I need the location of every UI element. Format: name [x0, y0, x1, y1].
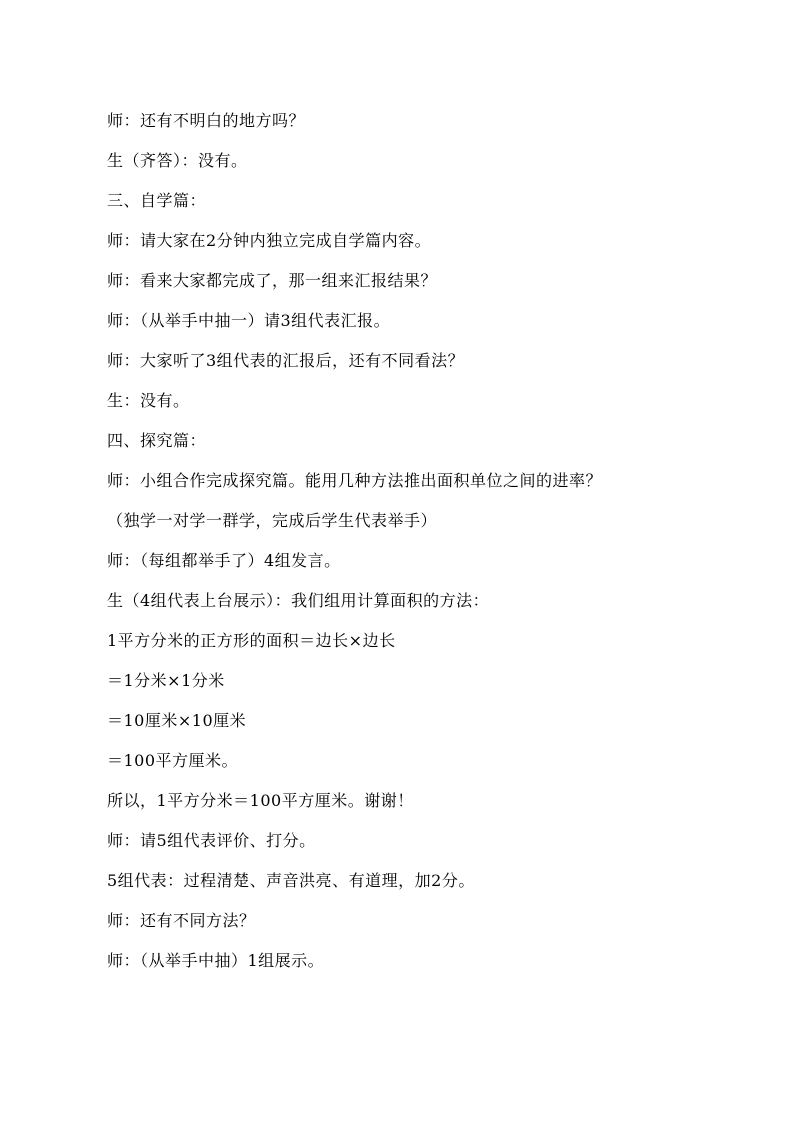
text-line: 5组代表：过程清楚、声音洪亮、有道理，加2分。: [107, 871, 475, 890]
text-line: 师：还有不明白的地方吗？: [107, 111, 306, 130]
text-line: 师：看来大家都完成了，那一组来汇报结果？: [107, 271, 438, 290]
text-line: 生（齐答）：没有。: [107, 151, 248, 170]
text-line: 师：（从举手中抽）1组展示。: [107, 951, 325, 970]
text-line: 师：还有不同方法？: [107, 911, 256, 930]
formula-line: 1平方分米的正方形的面积＝边长×边长: [107, 631, 396, 650]
text-line: 师：大家听了3组代表的汇报后，还有不同看法？: [107, 351, 465, 370]
text-line: 生：没有。: [107, 391, 190, 410]
formula-line: ＝10厘米×10厘米: [107, 711, 247, 730]
text-line: （独学一对学一群学，完成后学生代表举手）: [107, 511, 438, 530]
text-line: 师：请5组代表评价、打分。: [107, 831, 316, 850]
text-line: 师：小组合作完成探究篇。能用几种方法推出面积单位之间的进率？: [107, 471, 603, 490]
text-line: 师：请大家在2分钟内独立完成自学篇内容。: [107, 231, 432, 250]
text-line: 所以，1平方分米＝100平方厘米。谢谢！: [107, 791, 414, 810]
formula-line: ＝100平方厘米。: [107, 751, 239, 770]
text-line: 师：（每组都举手了）4组发言。: [107, 551, 341, 570]
text-line: 师：（从举手中抽一）请3组代表汇报。: [107, 311, 391, 330]
document-body: [107, 101, 707, 981]
formula-line: ＝1分米×1分米: [107, 671, 225, 690]
section-heading: 三、自学篇：: [107, 191, 207, 210]
section-heading: 四、探究篇：: [107, 431, 207, 450]
text-line: 生（4组代表上台展示）：我们组用计算面积的方法：: [107, 591, 490, 610]
